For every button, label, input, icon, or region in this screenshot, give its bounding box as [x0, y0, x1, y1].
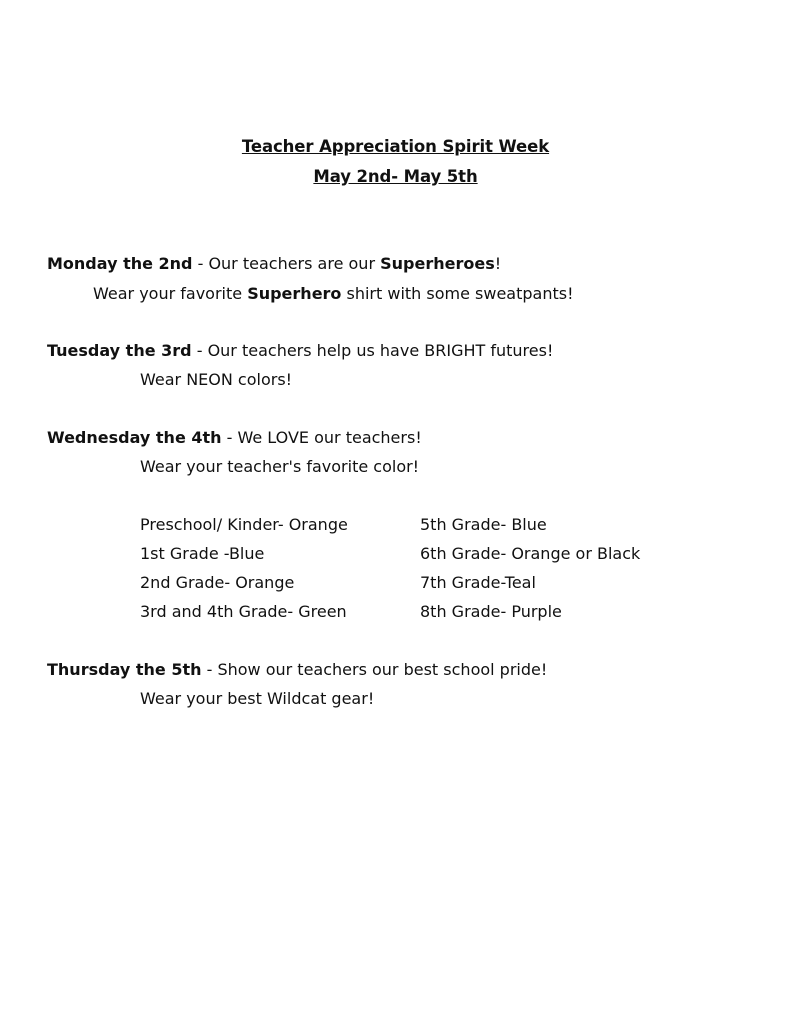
tuesday-theme-line: [47, 341, 553, 360]
thursday-wear-line: Wear your best Wildcat gear!: [140, 689, 375, 708]
monday-theme-line: [47, 254, 501, 273]
grade-color-item: 7th Grade-Teal: [420, 573, 536, 592]
page-title: Teacher Appreciation Spirit Week: [241, 137, 550, 156]
tuesday-day-label: Tuesday the 3rd: [47, 341, 192, 360]
grade-color-item: 6th Grade- Orange or Black: [420, 544, 641, 563]
thursday-theme-text: - Show our teachers our best school pride!: [201, 660, 548, 679]
monday-wear-text: Wear your favorite: [93, 284, 248, 303]
thursday-day-label: Thursday the 5th: [47, 660, 202, 679]
monday-theme-bold: Superheroes: [380, 254, 495, 273]
grade-color-item: 5th Grade- Blue: [420, 515, 547, 534]
wednesday-theme-line: [47, 428, 422, 447]
thursday-theme-line: [47, 660, 547, 679]
grade-color-item: Preschool/ Kinder- Orange: [140, 515, 348, 534]
wednesday-wear-line: Wear your teacher's favorite color!: [140, 457, 420, 476]
page-dates: May 2nd- May 5th: [313, 167, 478, 186]
wednesday-day-label: Wednesday the 4th: [47, 428, 222, 447]
monday-wear-bold: Superhero: [247, 284, 342, 303]
wednesday-theme-text: - We LOVE our teachers!: [221, 428, 422, 447]
monday-day-label: Monday the 2nd: [47, 254, 193, 273]
tuesday-wear-line: Wear NEON colors!: [140, 370, 293, 389]
grade-color-item: 3rd and 4th Grade- Green: [140, 602, 347, 621]
grade-color-item: 1st Grade -Blue: [140, 544, 265, 563]
grade-color-item: 8th Grade- Purple: [420, 602, 562, 621]
monday-theme-end: !: [494, 254, 502, 273]
monday-wear-line: [93, 284, 574, 303]
monday-wear-end: shirt with some sweatpants!: [341, 284, 574, 303]
monday-theme-text: - Our teachers are our: [192, 254, 381, 273]
tuesday-theme-text: - Our teachers help us have BRIGHT futures!: [191, 341, 554, 360]
grade-color-item: 2nd Grade- Orange: [140, 573, 295, 592]
